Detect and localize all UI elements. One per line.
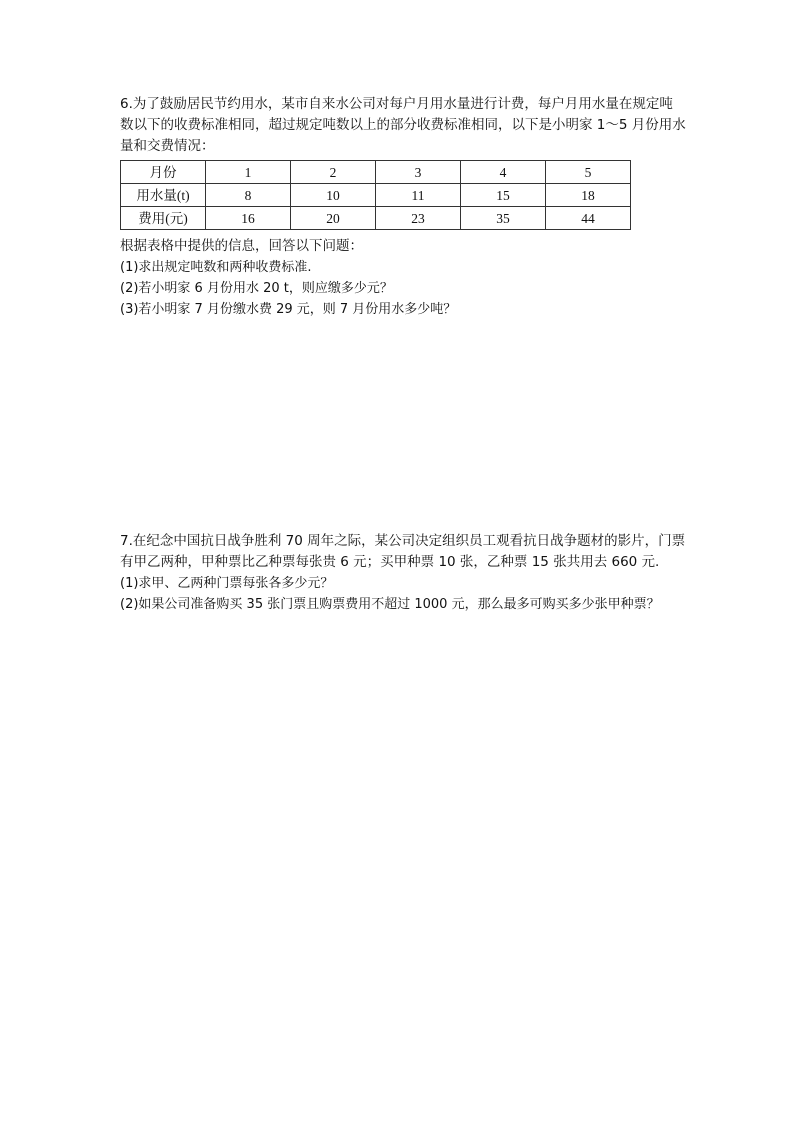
table-cell: 月份: [121, 161, 206, 184]
table-cell: 16: [206, 207, 291, 230]
question-7: [120, 531, 710, 615]
q6-part-1: (1)求出规定吨数和两种收费标准.: [120, 260, 312, 275]
q7-stem-line-1: 7.在纪念中国抗日战争胜利 70 周年之际，某公司决定组织员工观看抗日战争题材的影片，门票: [120, 533, 686, 549]
q7-part-1: (1)求甲、乙两种门票每张各多少元？: [120, 576, 334, 591]
table-cell: 23: [376, 207, 461, 230]
q6-part-2: (2)若小明家 6 月份用水 20 t，则应缴多少元？: [120, 281, 393, 296]
table-cell: 11: [376, 184, 461, 207]
table-cell: 2: [291, 161, 376, 184]
table-cell: 44: [546, 207, 631, 230]
q6-stem-line-1: 6.为了鼓励居民节约用水，某市自来水公司对每户月用水量进行计费，每户月用水量在规定吨: [120, 96, 673, 112]
table-cell: 10: [291, 184, 376, 207]
table-cell: 5: [546, 161, 631, 184]
table-cell: 8: [206, 184, 291, 207]
table-cell: 4: [461, 161, 546, 184]
q6-stem-line-2: 数以下的收费标准相同，超过规定吨数以上的部分收费标准相同，以下是小明家 1～5 月份用水: [120, 117, 686, 133]
q6-prompt: 根据表格中提供的信息，回答以下问题：: [120, 238, 363, 254]
table-cell: 用水量(t): [121, 184, 206, 207]
q6-part-3: (3)若小明家 7 月份缴水费 29 元，则 7 月份用水多少吨？: [120, 302, 457, 317]
table-cell: 费用(元): [121, 207, 206, 230]
table-row: [121, 184, 631, 207]
table-cell: 35: [461, 207, 546, 230]
q7-stem-line-2: 有甲乙两种，甲种票比乙种票每张贵 6 元；买甲种票 10 张，乙种票 15 张共用去 660 元.: [120, 554, 660, 570]
table-cell: 1: [206, 161, 291, 184]
water-usage-table: [120, 160, 631, 230]
table-row: [121, 207, 631, 230]
table-row: [121, 161, 631, 184]
question-6: [120, 94, 710, 320]
q7-part-2: (2)如果公司准备购买 35 张门票且购票费用不超过 1000 元，那么最多可购买多少张甲种票？: [120, 597, 660, 612]
q6-stem-line-3: 量和交费情况：: [120, 138, 215, 154]
table-cell: 15: [461, 184, 546, 207]
table-cell: 20: [291, 207, 376, 230]
table-cell: 3: [376, 161, 461, 184]
table-cell: 18: [546, 184, 631, 207]
